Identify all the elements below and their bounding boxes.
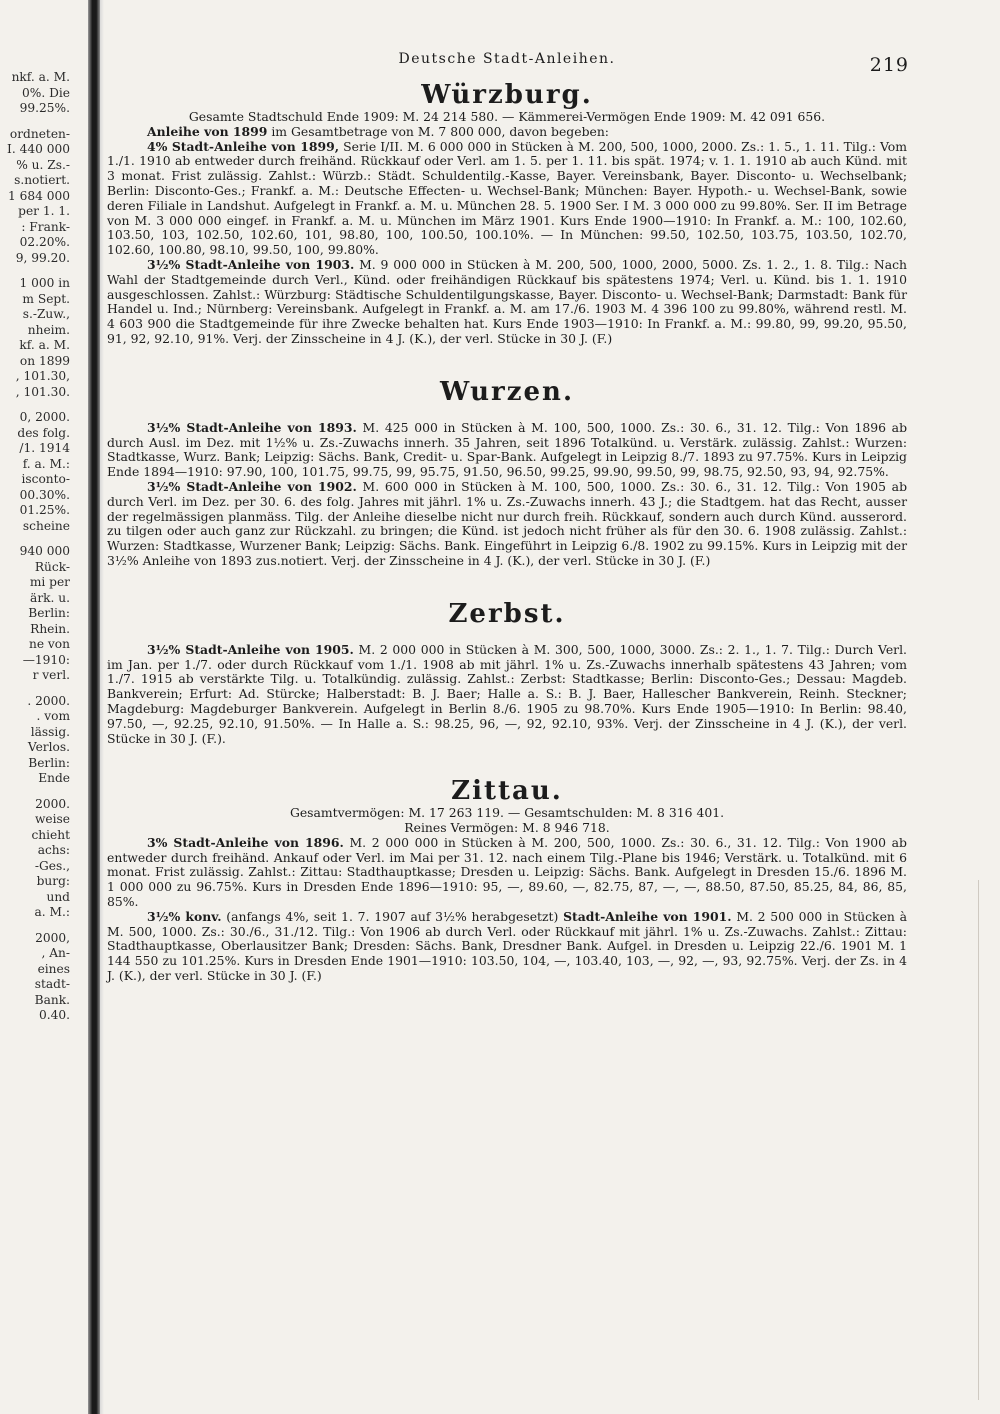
left-column-line: stadt- [34, 977, 70, 991]
loan-heading: Stadt-Anleihe von 1901. [563, 908, 732, 924]
loan-text: M. 2 500 000 in Stücken à M. 500, 1000. Zs.: 30./6., 31./12. Tilg.: Von 1906 ab durch Verl. oder Rückkauf mit jährl. 1% u. Zs.-Zuwachs. Zahlst.: Zittau: Stadthauptkasse, Oberlausitzer Bank; Dresden: Sächs. Bank, Dresdner Bank. Aufgel. in Dresden u. Leipzig 22./6. 1901 M. 1 144 550 zu 101.25%. Kurs in Dresden Ende 1901—1910: 103.50, 104, —, 103.40, 103, —, 92, —, 93, 92.75%. Verj. der Zs. in 4 J. (K.), der verl. Stücke in 30 J. (F.) [107, 908, 907, 984]
page-edge-mark [978, 880, 979, 1400]
loan-heading: Anleihe von 1899 [147, 123, 268, 139]
left-column-line: Verlos. [27, 740, 70, 754]
left-column-gap [0, 921, 70, 931]
left-column-gap [0, 787, 70, 797]
zittau-finance-summary: Gesamtvermögen: M. 17 263 119. — Gesamtschulden: M. 8 316 401. [289, 805, 725, 821]
left-column-line: chieht [31, 827, 70, 842]
left-column-line: achs: [37, 843, 70, 857]
loan-heading: 3% Stadt-Anleihe von 1896. [147, 834, 344, 850]
left-column-line: , 101.30. [15, 384, 70, 399]
left-column-line: 00.30%. [19, 487, 70, 502]
left-column-line: ärk. u. [30, 590, 70, 605]
section-wurzburg [107, 80, 907, 347]
left-column-line: 1 684 000 [7, 188, 70, 203]
loan-text: (anfangs 4%, seit 1. 7. 1907 auf 3½% herabgesetzt) [221, 908, 564, 924]
zittau-loan-1901 [107, 910, 907, 984]
loan-text: M. 2 000 000 in Stücken à M. 200, 500, 1000. Zs.: 30. 6., 31. 12. Tilg.: Von 1900 ab entweder durch freihänd. Ankauf oder Verl. im Mai per 31. 12. nach einem Tilg.-Plane bis 1946; Verstärk. u. Totalkünd. mit 6 monat. Frist zulässig. Zahlst.: Zittau: Stadthauptkasse; Dresden u. Leipzig: Sächs. Bank. Aufgelegt in Dresden 15./6. 1896 M. 1 000 000 zu 96.75%. Kurs in Dresden Ende 1896—1910: 95, —, 89.60, —, 82.75, 87, —, —, 88.50, 87.50, 85.25, 84, 86, 85, 85%. [107, 834, 907, 910]
zittau-net-assets: Reines Vermögen: M. 8 946 718. [404, 820, 610, 836]
wurzburg-loan-1903 [107, 258, 907, 347]
loan-text: M. 600 000 in Stücken à M. 100, 500, 1000. Zs.: 30. 6., 31. 12. Tilg.: Von 1905 ab durch Verl. im Dez. per 30. 6. des folg. Jahres mit jährl. 1% u. Zs.-Zuwachs innerh. 43 J.; die Stadtgem. hat das Recht, ausser der regelmässigen planmäss. Tilg. der Anleihe dieselbe nicht nur durch freih. Rückkauf, sondern auch durch Künd. ausserord. zu tilgen oder auch ganz zur Rückzahl. zu bringen; die Künd. ist jedoch nicht früher als für den 30. 6. 1908 zulässig. Zahlst.: Wurzen: Stadtkasse, Wurzener Bank; Leipzig: Sächs. Bank. Eingeführt in Leipzig 6./8. 1902 zu 99.15%. Kurs in Leipzig mit der 3½% Anleihe von 1893 zus.notiert. Verj. der Zinsscheine in 4 J. (K.), der verl. Stücke in 30 J. (F.) [107, 478, 908, 568]
book-gutter-shadow [88, 0, 100, 1414]
left-column-line: kf. a. M. [19, 338, 70, 352]
wurzburg-loan-1899-intro [107, 125, 907, 140]
left-column-line: . 2000. [27, 693, 70, 708]
zittau-loan-1896 [107, 836, 907, 910]
left-column-line: Berlin: [28, 755, 70, 770]
left-column-line: a. M.: [34, 905, 70, 919]
left-column-line: , An- [41, 946, 70, 960]
left-column-line: des folg. [17, 425, 70, 440]
loan-text: Serie I/II. M. 6 000 000 in Stücken à M. 200, 500, 1000, 2000. Zs.: 1. 5., 1. 11. Tilg.: Vom 1./1. 1910 ab entweder durch freihänd. Rückkauf oder Verl. am 1. 5. per 1. 11. bis spät. 1974; v. 1. 1. 1910 ab auch Künd. mit 3 monat. Frist zulässig. Zahlst.: Würzb.: Städt. Schuldentilg.-Kasse, Bayer. Vereinsbank, Bayer. Disconto- u. Wechselbank; Berlin: Disconto-Ges.; Frankf. a. M.: Deutsche Effecten- u. Wechsel-Bank; München: Bayer. Hypoth.- u. Wechsel-Bank, sowie deren Filiale in Landshut. Aufgelegt in Frankf. a. M. u. München 28. 5. 1900 Ser. I M. 3 000 000 zu 99.80%. Ser. II im Betrage von M. 3 000 000 eingef. in Frankf. a. M. u. München im März 1901. Kurs Ende 1900—1910: In Frankf. a. M.: 100, 102.60, 103.50, 103, 102.50, 102.60, 101, 98.80, 100, 100.50, 100.10%. — In München: 99.50, 102.50, 103.75, 103.50, 102.70, 102.60, 100.80, 98.10, 99.50, 100, 99.80%. [107, 138, 907, 258]
adjacent-page-fragment [0, 70, 70, 1390]
left-column-line: 2000, [35, 930, 70, 945]
left-column-line: 940 000 [19, 544, 70, 558]
running-header [107, 50, 907, 76]
left-column-line: —1910: [22, 652, 70, 667]
loan-text: M. 2 000 000 in Stücken à M. 300, 500, 1000, 3000. Zs.: 2. 1., 1. 7. Tilg.: Durch Verl. im Jan. per 1./7. oder durch Rückkauf vom 1./1. 1908 ab mit jährl. 1% u. Zs.-Zuwachs innerhalb spätestens 43 Jahren; vom 1./7. 1915 ab verstärkte Tilg. u. Totalkündig. zulässig. Zahlst.: Zerbst: Stadtkasse; Berlin: Disconto-Ges.; Dessau: Magdeb. Bankverein; Erfurt: Ad. Stürcke; Halberstadt: B. J. Baer; Halle a. S.: B. J. Baer, Hallescher Bankverein, Reinh. Steckner; Magdeburg: Magdeburger Bankverein. Aufgelegt in Berlin 8./6. 1905 zu 98.70%. Kurs Ende 1905—1910: In Berlin: 98.40, 97.50, —, 92.25, 92.10, 91.50%. — In Halle a. S.: 98.25, 96, —, 92, 92.10, 93%. Verj. der Zinsscheine in 4 J. (K.), der verl. Stücke in 30 J. (F.). [107, 641, 907, 746]
section-zerbst [107, 599, 907, 747]
left-column-line: f. a. M.: [22, 456, 70, 471]
left-column-line: scheine [22, 518, 70, 533]
zerbst-loan-1905 [107, 643, 907, 747]
left-column-line: /1. 1914 [19, 441, 70, 455]
left-column-gap [0, 266, 70, 276]
city-heading-zittau: Zittau. [451, 776, 563, 807]
left-column-line: mi per [29, 575, 70, 589]
left-column-line: Rhein. [30, 621, 70, 636]
left-column-line: und [46, 889, 70, 904]
city-heading-wurzen: Wurzen. [439, 376, 574, 407]
loan-heading: 3½% Stadt-Anleihe von 1905. [147, 641, 354, 657]
wurzen-loan-1893 [107, 421, 907, 480]
left-column-line: 99.25%. [19, 101, 70, 115]
left-column-line: nkf. a. M. [11, 70, 70, 84]
left-column-line: 02.20%. [19, 235, 70, 249]
left-column-line: 2000. [35, 796, 70, 811]
left-column-gap [0, 534, 70, 544]
left-column-line: I. 440 000 [7, 142, 70, 156]
left-column-line: 0, 2000. [19, 410, 70, 424]
loan-heading: 3½% konv. [147, 908, 222, 924]
left-column-line: per 1. 1. [18, 204, 70, 218]
wurzburg-loan-1899 [107, 140, 907, 258]
main-text-column [107, 50, 907, 984]
city-heading-zerbst: Zerbst. [448, 598, 566, 629]
loan-heading: 3½% Stadt-Anleihe von 1903. [147, 256, 355, 272]
left-column-line: nheim. [27, 322, 70, 337]
left-column-line: Bank. [34, 992, 70, 1007]
left-column-line: % u. Zs.- [16, 157, 70, 172]
left-column-gap [0, 684, 70, 694]
running-head-title: Deutsche Stadt-Anleihen. [398, 51, 616, 67]
left-column-line: isconto- [21, 472, 70, 486]
left-column-line: -Ges., [34, 858, 70, 873]
left-column-line: , 101.30, [15, 369, 70, 383]
left-column-line: 9, 99.20. [15, 250, 70, 265]
left-column-line: m Sept. [22, 291, 70, 306]
left-column-line: 1 000 in [19, 276, 70, 290]
left-column-line: 01.25%. [19, 503, 70, 517]
left-column-line: weise [34, 812, 70, 826]
loan-heading: 3½% Stadt-Anleihe von 1893. [147, 419, 357, 435]
left-column-line: Berlin: [28, 606, 70, 620]
book-gutter-highlight [100, 0, 104, 1414]
left-column-line: s.-Zuw., [22, 307, 70, 321]
left-column-line: Rück- [34, 559, 70, 574]
page-number: 219 [869, 54, 909, 76]
left-column-line: on 1899 [19, 353, 70, 368]
loan-text: M. 425 000 in Stücken à M. 100, 500, 1000. Zs.: 30. 6., 31. 12. Tilg.: Von 1896 ab durch Ausl. im Dez. mit 1½% u. Zs.-Zuwachs innerh. 35 Jahren, seit 1896 Totalkünd. u. Verstärk. zulässig. Zahlst.: Wurzen: Stadtkasse, Wurz. Bank; Leipzig: Sächs. Bank, Credit- u. Spar-Bank. Aufgelegt in Leipzig 8./7. 1893 zu 97.75%. Kurs in Leipzig Ende 1894—1910: 97.90, 100, 101.75, 99.75, 99, 95.75, 91.50, 96.50, 99.25, 99.90, 99.50, 99, 98.75, 92.50, 93, 94, 92.75%. [107, 419, 908, 480]
loan-text: M. 9 000 000 in Stücken à M. 200, 500, 1000, 2000, 5000. Zs. 1. 2., 1. 8. Tilg.: Nach Wahl der Stadtgemeinde durch Verl., Künd. oder freihändigen Rückkauf bis spätestens 1974; Verl. u. Künd. bis 1. 1. 1910 ausgeschlossen. Zahlst.: Würzburg: Städtische Schuldentilgungskasse, Bayer. Disconto- u. Wechsel-Bank; Darmstadt: Bank für Handel u. Ind.; Nürnberg: Vereinsbank. Aufgelegt in Frankf. a. M. am 17./6. 1903 M. 4 396 100 zu 99.80%, während restl. M. 4 603 900 die Stadtgemeinde für ihre Zwecke behalten hat. Kurs Ende 1903—1910: In Frankf. a. M.: 99.80, 99, 99.20, 95.50, 91, 92, 92.10, 91%. Verj. der Zinsscheine in 4 J. (K.), der verl. Stücke in 30 J. (F.) [107, 256, 908, 346]
left-column-line: r verl. [32, 668, 70, 682]
left-column-line: ordneten- [9, 126, 70, 141]
left-column-line: Ende [38, 771, 70, 785]
left-column-gap [0, 400, 70, 410]
wurzen-loan-1902 [107, 480, 907, 569]
left-column-gap [0, 117, 70, 127]
loan-heading: 4% Stadt-Anleihe von 1899, [147, 138, 340, 154]
city-heading-wurzburg: Würzburg. [421, 80, 593, 110]
section-wurzen [107, 377, 907, 569]
left-column-line: burg: [36, 874, 70, 888]
wurzburg-finance-summary: Gesamte Stadtschuld Ende 1909: M. 24 214 580. — Kämmerei-Vermögen Ende 1909: M. 42 091 656. [188, 109, 826, 124]
loan-heading: 3½% Stadt-Anleihe von 1902. [147, 478, 357, 494]
left-column-line: : Frank- [21, 219, 70, 234]
left-column-line: 0%. Die [22, 85, 70, 100]
left-column-line: eines [37, 961, 70, 976]
left-column-line: 0.40. [38, 1008, 70, 1022]
left-column-line: lässig. [30, 724, 70, 739]
left-column-line: . vom [36, 709, 70, 723]
left-column-line: s.notiert. [14, 173, 70, 187]
section-zittau [107, 776, 907, 984]
loan-text: im Gesamtbetrage von M. 7 800 000, davon begeben: [267, 123, 609, 139]
left-column-line: ne von [28, 637, 70, 651]
